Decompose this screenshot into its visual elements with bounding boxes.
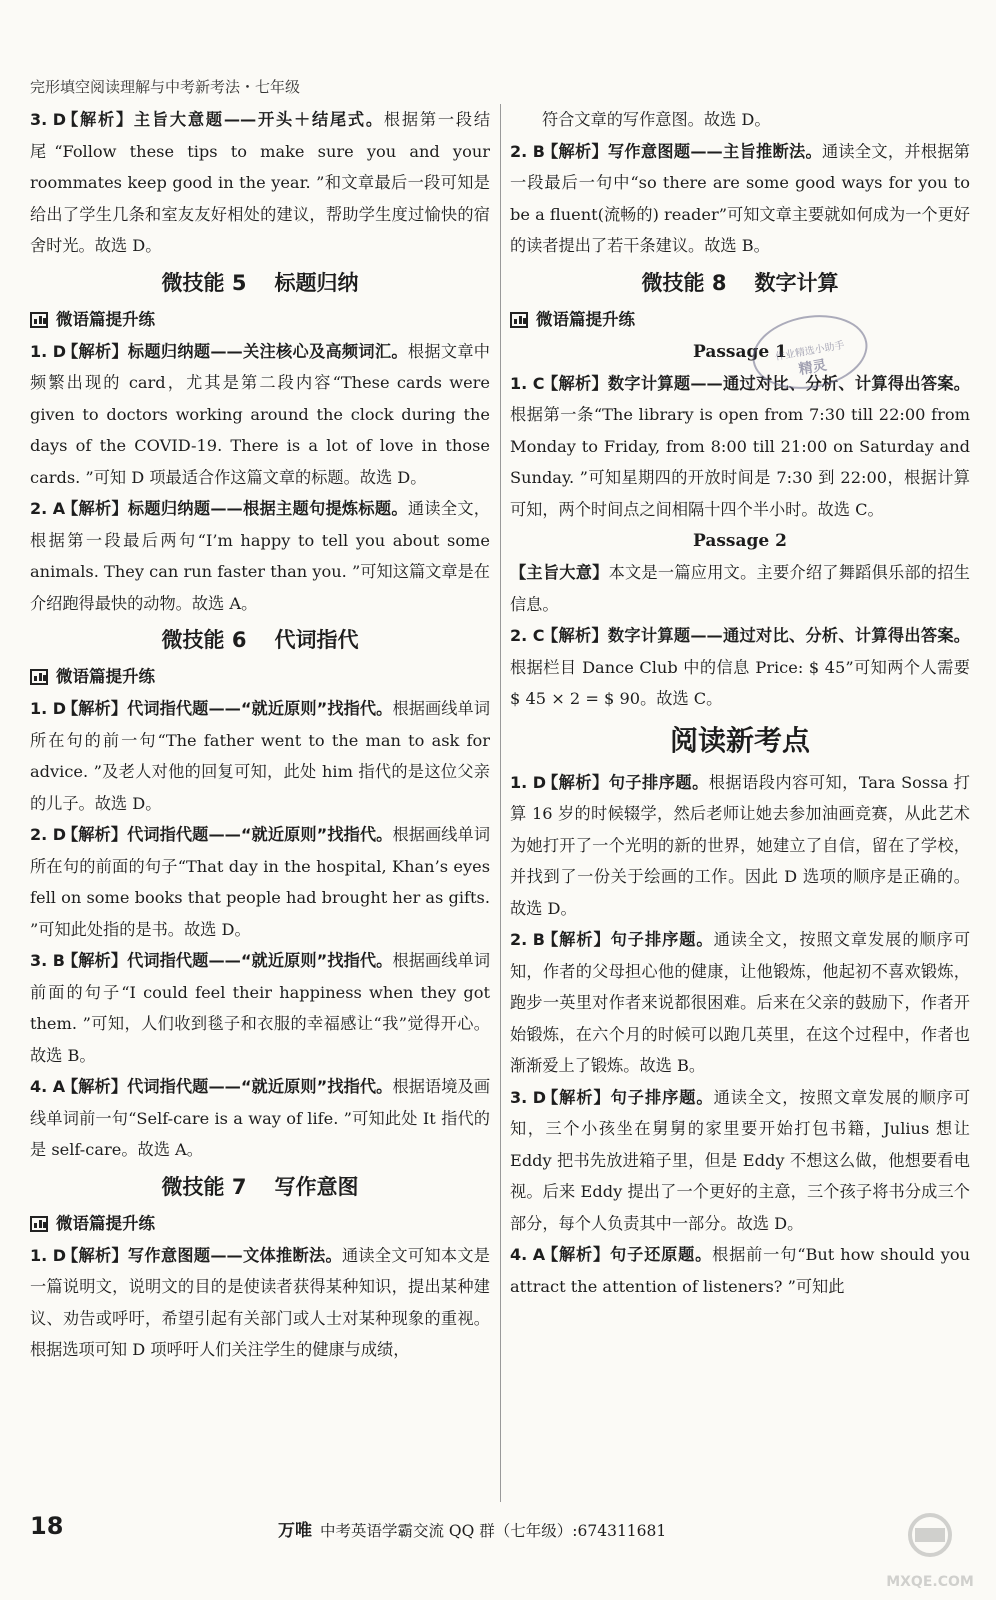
page-number: 18 bbox=[30, 1512, 64, 1540]
left-column bbox=[30, 104, 490, 1366]
watermark-icon bbox=[895, 1510, 965, 1560]
watermark-logo bbox=[880, 1510, 980, 1590]
main-idea-tag: 【主旨大意】 bbox=[510, 563, 609, 582]
section-topic: 数字计算 bbox=[754, 270, 839, 295]
answer-item bbox=[510, 368, 970, 526]
column-divider bbox=[500, 104, 501, 1502]
answer-tag: 【解析】主旨大意题——开头＋结尾式。 bbox=[62, 110, 384, 129]
answer-text bbox=[510, 620, 970, 715]
watermark-text: MXQE.COM bbox=[886, 1574, 974, 1590]
answer-text bbox=[510, 1239, 970, 1302]
answer-number: 4. A bbox=[30, 1077, 66, 1096]
answer-number: 1. D bbox=[30, 1245, 67, 1265]
answer-item bbox=[30, 493, 490, 619]
footer-qq: 中考英语学霸交流 QQ 群（七年级）:674311681 bbox=[320, 1522, 667, 1540]
section-label: 微技能 7 bbox=[161, 1174, 247, 1199]
answer-body: 根据文章中频繁出现的 card，尤其是第二段内容“These cards were given to doctors working around the clock during the days of the COVID-19. There is a lot of love in those cards. ”可知 D 项最适合作这篇文章的标题。故选 D。 bbox=[30, 341, 490, 487]
answer-body: 通读全文，按照文章发展的顺序可知，作者的父母担心他的健康，让他锻炼，他起初不喜欢锻炼，跑步一英里对作者来说都很困难。后来在父亲的鼓励下，作者开始锻炼，在六个月的时候可以跑几英里，在这个过程中，作者也渐渐爱上了锻炼。故选 B。 bbox=[510, 930, 971, 1075]
answer-item bbox=[30, 819, 490, 945]
section-label: 微技能 8 bbox=[641, 270, 727, 295]
answer-number: 1. D bbox=[30, 699, 67, 718]
answer-tag: 【解析】句子还原题。 bbox=[542, 1245, 713, 1264]
passage-heading: Passage 2 bbox=[693, 531, 787, 551]
answer-tag: 【解析】数字计算题——通过对比、分析、计算得出答案。 bbox=[542, 626, 970, 645]
answer-text bbox=[30, 1240, 490, 1366]
answer-number: 2. A bbox=[30, 499, 66, 518]
answer-number: 1. D bbox=[510, 772, 547, 792]
answer-item bbox=[510, 1239, 970, 1302]
answer-item bbox=[30, 1071, 490, 1166]
answer-text bbox=[30, 1071, 490, 1166]
answer-text bbox=[30, 819, 490, 945]
answer-tag: 【解析】句子排序题。 bbox=[542, 1087, 714, 1107]
answer-tag: 【解析】代词指代题——“就近原则”找指代。 bbox=[62, 699, 393, 718]
answer-number: 1. D bbox=[30, 341, 67, 361]
answer-item bbox=[510, 620, 970, 715]
answer-item bbox=[30, 336, 490, 494]
right-column bbox=[510, 104, 970, 1302]
answer-text bbox=[30, 945, 490, 1071]
section-label: 微技能 6 bbox=[161, 628, 247, 652]
section-topic: 标题归纳 bbox=[274, 270, 359, 295]
answer-text bbox=[30, 104, 490, 262]
answer-tag: 【解析】写作意图题——文体推断法。 bbox=[62, 1245, 342, 1265]
answer-text bbox=[510, 1082, 970, 1240]
subsection-label: 微语篇提升练 bbox=[536, 309, 635, 329]
answer-number: 2. D bbox=[30, 825, 67, 844]
answer-text bbox=[510, 767, 970, 925]
subsection-header bbox=[30, 304, 490, 336]
answer-number: 3. D bbox=[30, 110, 67, 129]
answer-tag: 【解析】代词指代题——“就近原则”找指代。 bbox=[62, 825, 393, 844]
stamp-line: 精灵 bbox=[797, 357, 828, 379]
answer-tag: 【解析】句子排序题。 bbox=[542, 772, 709, 792]
answer-item bbox=[30, 693, 490, 819]
answer-text bbox=[30, 693, 490, 819]
answer-number: 2. B bbox=[510, 930, 545, 949]
footer-text bbox=[278, 1516, 666, 1541]
answer-tag: 【解析】写作意图题——主旨推断法。 bbox=[542, 141, 822, 161]
main-idea bbox=[510, 557, 970, 620]
answer-number: 3. D bbox=[510, 1087, 547, 1107]
subsection-label: 微语篇提升练 bbox=[56, 1213, 155, 1233]
answer-body: 根据语境及画线单词前一句“Self-care is a way of life. ”可知此处 It 指代的是 self-care。故选 A。 bbox=[30, 1077, 491, 1159]
bar-chart-icon bbox=[510, 312, 528, 328]
answer-body: 通读全文，并根据第一段最后一句中“so there are some good ways for you to be a fluent(流畅的) reader”可知文章主要就如何成为一个更好的读者提出了若干条建议。故选 B。 bbox=[510, 141, 970, 255]
answer-number: 1. C bbox=[510, 373, 545, 393]
answer-item bbox=[510, 924, 970, 1082]
passage-heading: Passage 1 bbox=[693, 341, 787, 362]
answer-item bbox=[510, 767, 970, 925]
answer-body: 通读全文可知本文是一篇说明文，说明文的目的是使读者获得某种知识，提出某种建议、劝告或呼吁，希望引起有关部门或人士对某种现象的重视。根据选项可知 D 项呼吁人们关注学生的健康与成绩， bbox=[30, 1245, 490, 1359]
subsection-label: 微语篇提升练 bbox=[56, 309, 155, 329]
answer-tag: 【解析】代词指代题——“就近原则”找指代。 bbox=[62, 1077, 393, 1096]
answer-tag: 【解析】句子排序题。 bbox=[542, 930, 714, 949]
answer-body: 根据画线单词所在句的前面的句子“That day in the hospital, Khan’s eyes fell on some books that people had brought her as gifts. ”可知此处指的是书。故选 D。 bbox=[30, 825, 491, 939]
bar-chart-icon bbox=[30, 312, 48, 328]
subsection-header bbox=[30, 1208, 490, 1240]
subsection-header bbox=[510, 304, 970, 336]
bar-chart-icon bbox=[30, 669, 48, 685]
answer-text bbox=[30, 336, 490, 494]
subsection-header bbox=[30, 661, 490, 693]
answer-body: 根据第一段结尾“Follow these tips to make sure you and your roommates keep good in the year. ”和文章最后一段可知是给出了学生几条和室友友好相处的建议，帮助学生度过愉快的宿舍时光。故选 D。 bbox=[30, 110, 491, 255]
answer-tag: 【解析】代词指代题——“就近原则”找指代。 bbox=[62, 951, 393, 970]
answer-item bbox=[30, 1240, 490, 1366]
answer-text bbox=[510, 368, 970, 526]
answer-tag: 【解析】标题归纳题——关注核心及高频词汇。 bbox=[62, 341, 408, 361]
section-title-6 bbox=[30, 621, 490, 659]
section-label: 微技能 5 bbox=[161, 270, 247, 295]
answer-body: 根据画线单词所在句的前一句“The father went to the man to ask for advice. ”及老人对他的回复可知，此处 him 指代的是这位父亲的儿子。故选 D。 bbox=[30, 699, 491, 813]
section-title-8 bbox=[510, 264, 970, 302]
answer-body: 根据画线单词前面的句子“I could feel their happiness when they got them. ”可知，人们收到毯子和衣服的幸福感让“我”觉得开心。故选 B。 bbox=[30, 951, 491, 1065]
answer-number: 3. B bbox=[30, 951, 65, 970]
answer-tag: 【解析】标题归纳题——根据主题句提炼标题。 bbox=[62, 499, 408, 518]
brand-logo: 万唯 bbox=[278, 1521, 312, 1541]
answer-body: 根据前一句“But how should you attract the attention of listeners? ”可知此 bbox=[510, 1245, 971, 1296]
continued-text: 符合文章的写作意图。故选 D。 bbox=[542, 110, 771, 129]
answer-body: 根据第一条“The library is open from 7:30 till 22:00 from Monday to Friday, from 8:00 till 21:00 on Saturday and Sunday. ”可知星期四的开放时间是 7:30 到 22:00，根据计算可知，两个时间点之间相隔十四个半小时。故选 C。 bbox=[510, 405, 970, 519]
section-title-5 bbox=[30, 264, 490, 302]
answer-item bbox=[30, 104, 490, 262]
answer-body: 根据语段内容可知，Tara Sossa 打算 16 岁的时候辍学，然后老师让她去参加油画竞赛，从此艺术为她打开了一个光明的新的世界，她建立了自信，留在了学校，并找到了一份关于绘画的工作。因此 D 选项的顺序是正确的。故选 D。 bbox=[510, 772, 970, 918]
book-header: 完形填空阅读理解与中考新考法・七年级 bbox=[30, 78, 301, 96]
answer-text bbox=[510, 924, 970, 1082]
answer-number: 2. C bbox=[510, 626, 545, 645]
answer-text bbox=[30, 493, 490, 619]
answer-text bbox=[510, 136, 970, 262]
answer-body: 根据栏目 Dance Club 中的信息 Price: $ 45”可知两个人需要 $ 45 × 2 = $ 90。故选 C。 bbox=[510, 657, 970, 708]
section-topic: 写作意图 bbox=[274, 1174, 359, 1199]
section-topic: 代词指代 bbox=[274, 628, 359, 652]
answer-body: 通读全文，按照文章发展的顺序可知，三个小孩坐在舅舅的家里要开始打包书籍，Julius 想让 Eddy 把书先放进箱子里，但是 Eddy 不想这么做，他想要看电视。后来 Eddy 提出了一个更好的主意，三个孩子将书分成三个部分，每个人负责其中一部分。故选 D。 bbox=[510, 1087, 971, 1233]
main-idea-body: 本文是一篇应用文。主要介绍了舞蹈俱乐部的招生信息。 bbox=[510, 563, 970, 614]
section-title-7 bbox=[30, 1168, 490, 1206]
page-footer bbox=[30, 1512, 970, 1544]
answer-item bbox=[30, 945, 490, 1071]
answer-item bbox=[510, 1082, 970, 1240]
answer-number: 4. A bbox=[510, 1245, 546, 1264]
subsection-label: 微语篇提升练 bbox=[56, 667, 155, 686]
stamp-line: 作业精选小助手 bbox=[774, 340, 846, 364]
answer-tag: 【解析】数字计算题——通过对比、分析、计算得出答案。 bbox=[542, 373, 970, 393]
answer-number: 2. B bbox=[510, 141, 545, 161]
bar-chart-icon bbox=[30, 1216, 48, 1232]
answer-body: 通读全文，根据第一段最后两句“I’m happy to tell you about some animals. They can run faster than you. ”可知这篇文章是在介绍跑得最快的动物。故选 A。 bbox=[30, 499, 490, 613]
answer-item bbox=[510, 136, 970, 262]
new-section-title: 阅读新考点 bbox=[669, 723, 810, 757]
